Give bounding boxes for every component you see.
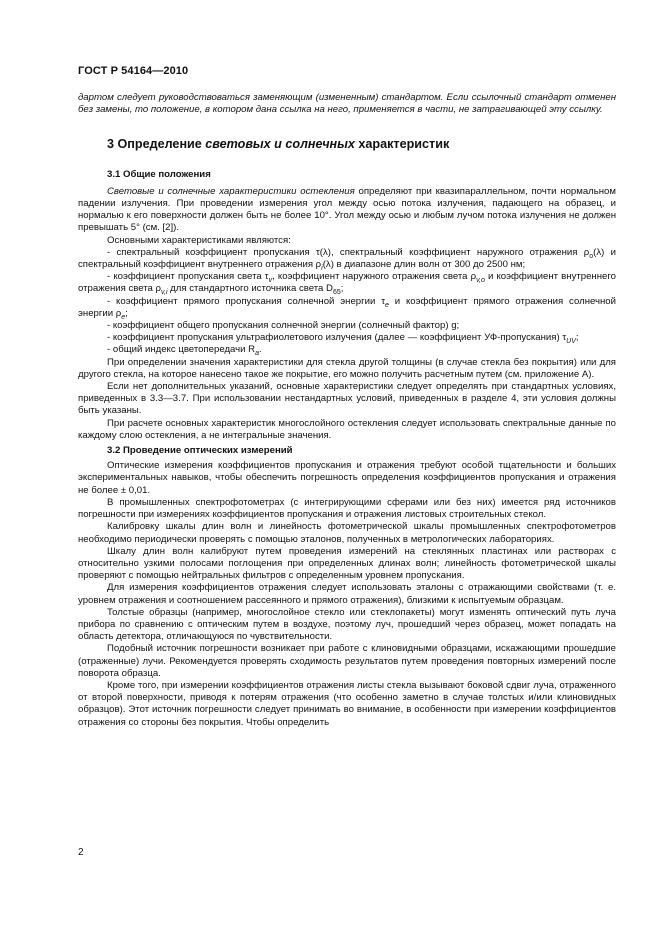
section-3-rest: характеристик [354, 137, 450, 152]
bullet-solar-direct [78, 296, 616, 320]
paragraph-3-1-4: Если нет дополнительных указаний, основные характеристики следует определять при стандартных условиях, приведенных в 3.3—3.7. При использовании нестандартных условий, приведенных в разделе 4, эти условия должны быть указаны. [78, 381, 616, 417]
subscript: v,i [161, 289, 168, 297]
paragraph-3-2-5: Для измерения коэффициентов отражения следует использовать эталоны с отражающими свойствами (т. е. уровнем отражения и соотношением рассеянного и прямого отражения), близкими к испытуемым образцам. [78, 582, 616, 606]
text: - коэффициент пропускания света τ [107, 271, 269, 283]
text: ; [340, 283, 344, 295]
paragraph-3-2-1: Оптические измерения коэффициентов пропускания и отражения требуют особой тщательности и больших экспериментальных навыков, чтобы обеспечить погрешность определения коэффициентов пропускания и отражения не более ± 0,01. [78, 460, 616, 496]
section-3-italic: световых и солнечных [205, 137, 355, 152]
text: ; [125, 307, 128, 319]
paragraph-3-2-7: Подобный источник погрешности возникает при работе с клиновидными образцами, искажающими прошедшие (отраженные) лучи. Рекомендуется проверять сходимость результатов путем проведения повторных измерений после поворота образца. [78, 643, 616, 679]
bullet-uv [78, 332, 616, 344]
term-italic: Световые и солнечные характеристики остекления [107, 185, 355, 197]
bullet-solar-factor: - коэффициент общего пропускания солнечной энергии (солнечный фактор) g; [107, 320, 460, 332]
paragraph-3-2-8: Кроме того, при измерении коэффициентов отражения листы стекла вызывают боковой сдвиг луча, отраженного от второй поверхности, приводя к потерям отражения (что особенно заметно в случае толстых и/или клиновидных образцов). Этот источник погрешности следует принимать во внимание, в особенности при измерении коэффициентов отражения со стороны без покрытия. Чтобы определить [78, 679, 616, 728]
text: для стандартного источника света D [167, 283, 333, 295]
section-3-number: 3 Определение [107, 137, 206, 152]
paragraph-text: определяют при квазипараллельном, почти нормальном падении излучения. При проведении измерения угол между осью потока излучения, падающего на образец, и нормалью к его поверхности должен быть не более 10°. Угол между осью и любым лучом потока излучения не должен превышать 5° (см. [2]). [78, 185, 616, 234]
continuation-paragraph: дартом следует руководствоваться заменяющим (измененным) стандартом. Если ссылочный стандарт отменен без замены, то положение, в котором дана ссылка на него, применяется в части, не затрагивающей эту ссылку. [78, 92, 616, 116]
subscript: e [121, 313, 126, 321]
text: и коэффициент прямого отражения солнечной энергии ρ [78, 295, 616, 319]
text: . [259, 344, 262, 356]
text: - коэффициент пропускания ультрафиолетового излучения (далее — коэффициент УФ-пропускания) τ [107, 332, 567, 344]
text: - спектральный коэффициент пропускания τ(λ), спектральный коэффициент наружного отражения ρ [107, 246, 590, 258]
page-number: 2 [78, 847, 84, 858]
paragraph-3-1-5: При расчете основных характеристик многослойного остекления следует использовать спектральные данные по каждому слою остекления, а не интегральные значения. [78, 417, 616, 441]
bullet-color-rendering [78, 344, 616, 356]
text: и коэффициент внутреннего отражения света ρ [78, 271, 616, 295]
subscript: o [589, 252, 594, 260]
text: ; [575, 332, 579, 344]
document-body [78, 92, 616, 729]
subscript: e [385, 301, 389, 309]
paragraph-3-1-3: При определении значения характеристики для стекла другой толщины (в случае стекла без покрытия) или для другого стекла, на которое нанесено такое же покрытие, его можно получить расчетным путем (см. приложение А). [78, 356, 616, 380]
text: (λ) в диапазоне длин волн от 300 до 2500 нм; [322, 259, 526, 271]
text: (λ) и спектральный коэффициент внутреннего отражения ρ [78, 246, 616, 271]
text: , коэффициент наружного отражения света ρ [272, 271, 477, 283]
subscript: UV [566, 338, 576, 346]
subscript: v [268, 277, 273, 285]
subsection-3-1-heading: 3.1 Общие положения [107, 168, 211, 180]
paragraph-3-2-3: Калибровку шкалы длин волн и линейность фотометрической шкалы промышленных спектрофотометров необходимо периодически проверять с помощью эталонов, полученных в метрологических лабораториях. [78, 521, 616, 545]
paragraph-3-2-4: Шкалу длин волн калибруют путем проведения измерений на стеклянных пластинах или растворах с относительно узкими полосами поглощения при определенных длинах волн; линейность фотометрической шкалы проверяют с помощью нейтральных фильтров с определенным уровнем пропускания. [78, 545, 616, 582]
subscript: i [321, 264, 323, 272]
subscript: a [255, 350, 260, 358]
paragraph-3-1-1 [78, 186, 616, 235]
paragraph-3-2-2: В промышленных спектрофотометрах (с интегрирующими сферами или без них) имеется ряд источников погрешности при измерениях коэффициентов пропускания и отражения листовых строительных стекол. [78, 496, 616, 521]
subsection-3-2-heading: 3.2 Проведение оптических измерений [107, 445, 293, 457]
bullet-light [78, 271, 616, 295]
section-3-heading [78, 138, 616, 150]
document-header: ГОСТ Р 54164—2010 [78, 65, 189, 77]
text: - коэффициент прямого пропускания солнечной энергии τ [107, 295, 385, 307]
paragraph-3-1-2: Основными характеристиками являются: [107, 234, 291, 246]
paragraph-3-2-6: Толстые образцы (например, многослойное стекло или стеклопакеты) могут изменять оптический путь луча прибора по сравнению с оптическим путем в воздухе, поэтому луч, прошедший через образец, может попадать на область детектора, отличающуюся по чувствительности. [78, 606, 616, 643]
bullet-spectral [78, 247, 616, 271]
subscript: v,o [476, 277, 485, 285]
text: - общий индекс цветопередачи R [107, 344, 256, 356]
subscript: 65 [332, 289, 341, 297]
